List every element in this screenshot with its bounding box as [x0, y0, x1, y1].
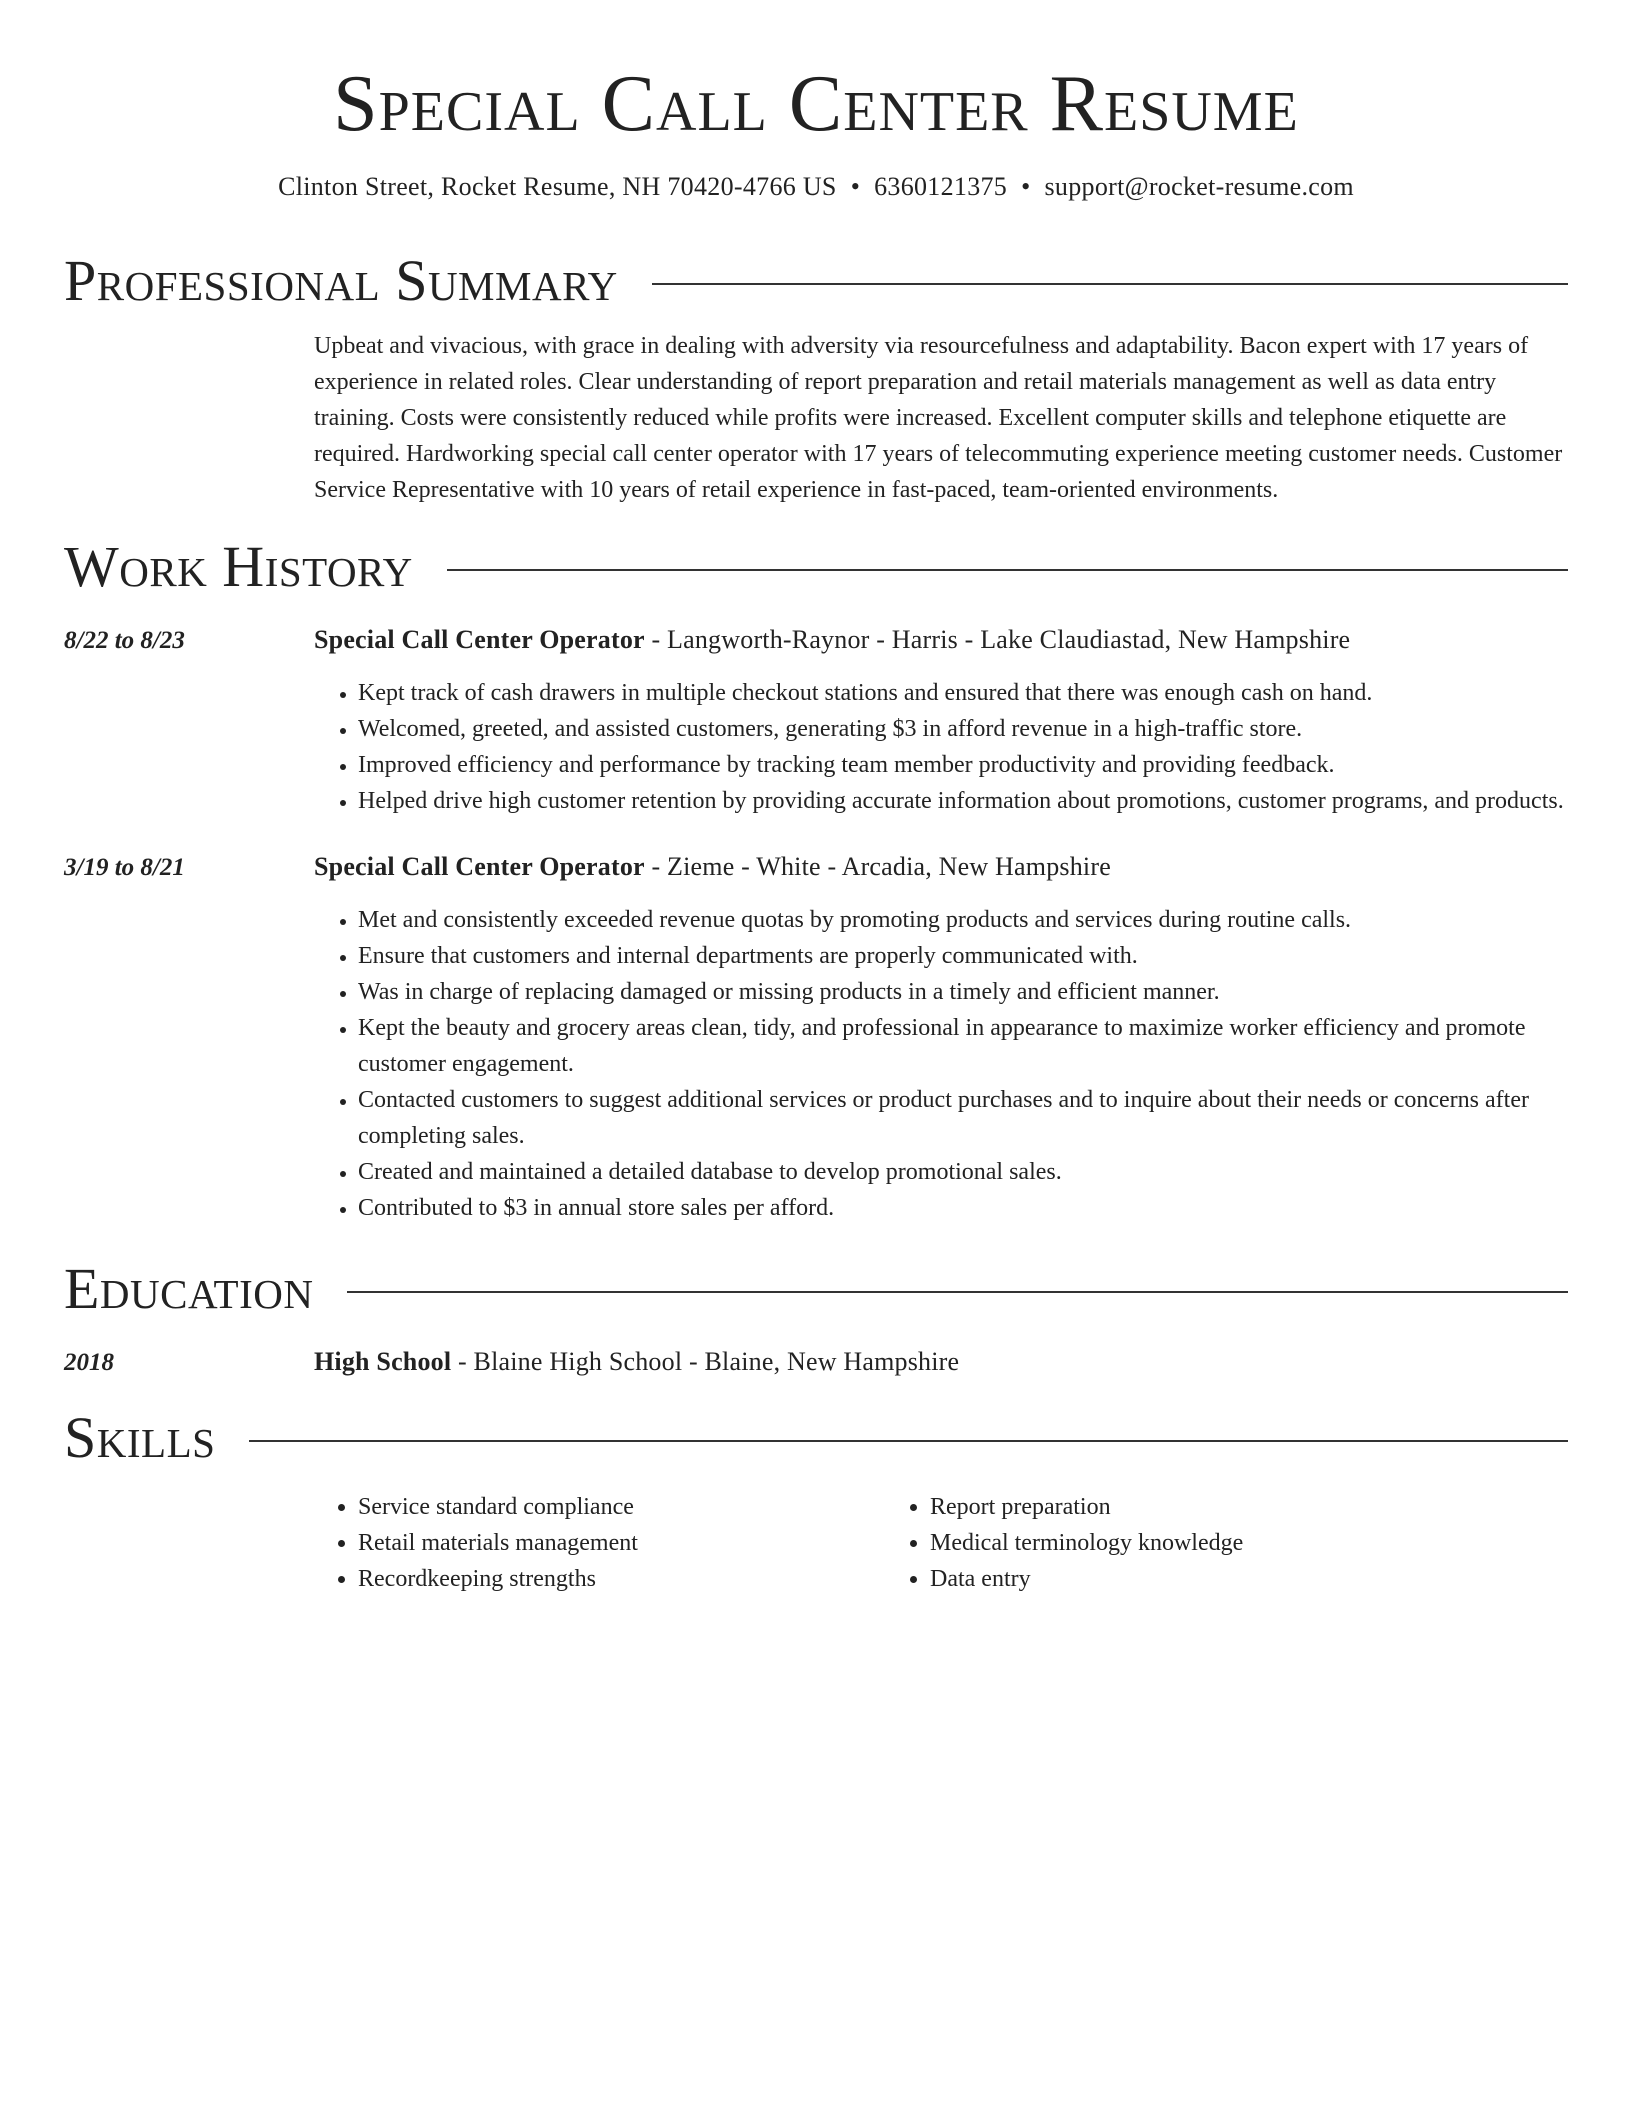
job-title: Special Call Center Operator [314, 625, 645, 654]
skill-item: • Medical terminology knowledge [930, 1525, 1458, 1561]
education-section-header [64, 1256, 1568, 1322]
job-dates: 3/19 to 8/21 [64, 854, 185, 881]
job-bullet-list [314, 675, 1568, 819]
job-title-line [314, 622, 1350, 658]
job-entry [64, 849, 1568, 886]
job-title: Special Call Center Operator [314, 852, 645, 881]
job-bullet: • Contacted customers to suggest additional services or product purchases and to inquire about their needs or concerns after completing sales. [358, 1082, 1568, 1154]
skills-list-right [886, 1489, 1458, 1597]
skill-item: • Report preparation [930, 1489, 1458, 1525]
job-bullet: • Met and consistently exceeded revenue quotas by promoting products and services during routine calls. [358, 902, 1568, 938]
contact-separator: • [850, 172, 861, 201]
job-dates: 8/22 to 8/23 [64, 627, 185, 654]
summary-text: Upbeat and vivacious, with grace in dealing with adversity via resourcefulness and adaptability. Bacon expert with 17 years of experience in related roles. Clear understanding of report preparation and retail materials management as well as data entry training. Costs were consistently reduced while profits were increased. Excellent computer skills and telephone etiquette are required. Hardworking special call center operator with 17 years of telecommuting experience meeting customer needs. Customer Service Representative with 10 years of retail experience in fast-paced, team-oriented environments. [314, 333, 1563, 503]
work-heading: Work History [64, 534, 413, 599]
job-bullet-list [314, 902, 1568, 1226]
job-details: - Langworth-Raynor - Harris - Lake Claudiastad, New Hampshire [644, 625, 1351, 654]
summary-heading: Professional Summary [64, 248, 618, 313]
job-bullet: • Contributed to $3 in annual store sales per afford. [358, 1190, 1568, 1226]
education-year: 2018 [64, 1349, 114, 1376]
skill-item: • Service standard compliance [358, 1489, 886, 1525]
job-bullet: • Was in charge of replacing damaged or missing products in a timely and efficient manner. [358, 974, 1568, 1010]
contact-phone: 6360121375 [874, 172, 1008, 201]
skill-item: • Recordkeeping strengths [358, 1561, 886, 1597]
job-bullet: • Created and maintained a detailed database to develop promotional sales. [358, 1154, 1568, 1190]
education-details: - Blaine High School - Blaine, New Hampshire [451, 1347, 960, 1376]
contact-separator: • [1021, 172, 1031, 201]
section-divider [249, 1440, 1568, 1442]
contact-address: Clinton Street, Rocket Resume, NH 70420-4766 US [278, 172, 837, 201]
education-heading: Education [64, 1256, 314, 1321]
section-divider [652, 283, 1568, 285]
job-bullet: • Ensure that customers and internal departments are properly communicated with. [358, 938, 1568, 974]
education-degree: High School [314, 1347, 452, 1376]
job-details: - Zieme - White - Arcadia, New Hampshire [644, 852, 1111, 881]
education-entry [64, 1344, 1568, 1381]
summary-section-header [64, 248, 1568, 314]
job-title-line [314, 849, 1111, 885]
job-entry [64, 622, 1568, 659]
job-bullet: • Welcomed, greeted, and assisted customers, generating $3 in afford revenue in a high-traffic store. [358, 711, 1568, 747]
section-divider [347, 1291, 1568, 1293]
resume-title: Special Call Center Resume [333, 60, 1299, 148]
skills-columns [314, 1489, 1568, 1597]
skill-item: • Data entry [930, 1561, 1458, 1597]
skills-section-header [64, 1405, 1568, 1471]
section-divider [447, 569, 1568, 571]
skill-item: • Retail materials management [358, 1525, 886, 1561]
education-line [314, 1344, 959, 1380]
skills-heading: Skills [64, 1405, 216, 1470]
job-bullet: • Helped drive high customer retention by providing accurate information about promotions, customer programs, and products. [358, 783, 1568, 819]
job-bullet: • Improved efficiency and performance by tracking team member productivity and providing feedback. [358, 747, 1568, 783]
contact-line [64, 170, 1568, 204]
contact-email: support@rocket-resume.com [1044, 172, 1354, 201]
work-section-header [64, 534, 1568, 600]
job-bullet: • Kept track of cash drawers in multiple checkout stations and ensured that there was enough cash on hand. [358, 675, 1568, 711]
skills-list-left [314, 1489, 886, 1597]
job-bullet: • Kept the beauty and grocery areas clean, tidy, and professional in appearance to maximize worker efficiency and promote customer engagement. [358, 1010, 1568, 1082]
